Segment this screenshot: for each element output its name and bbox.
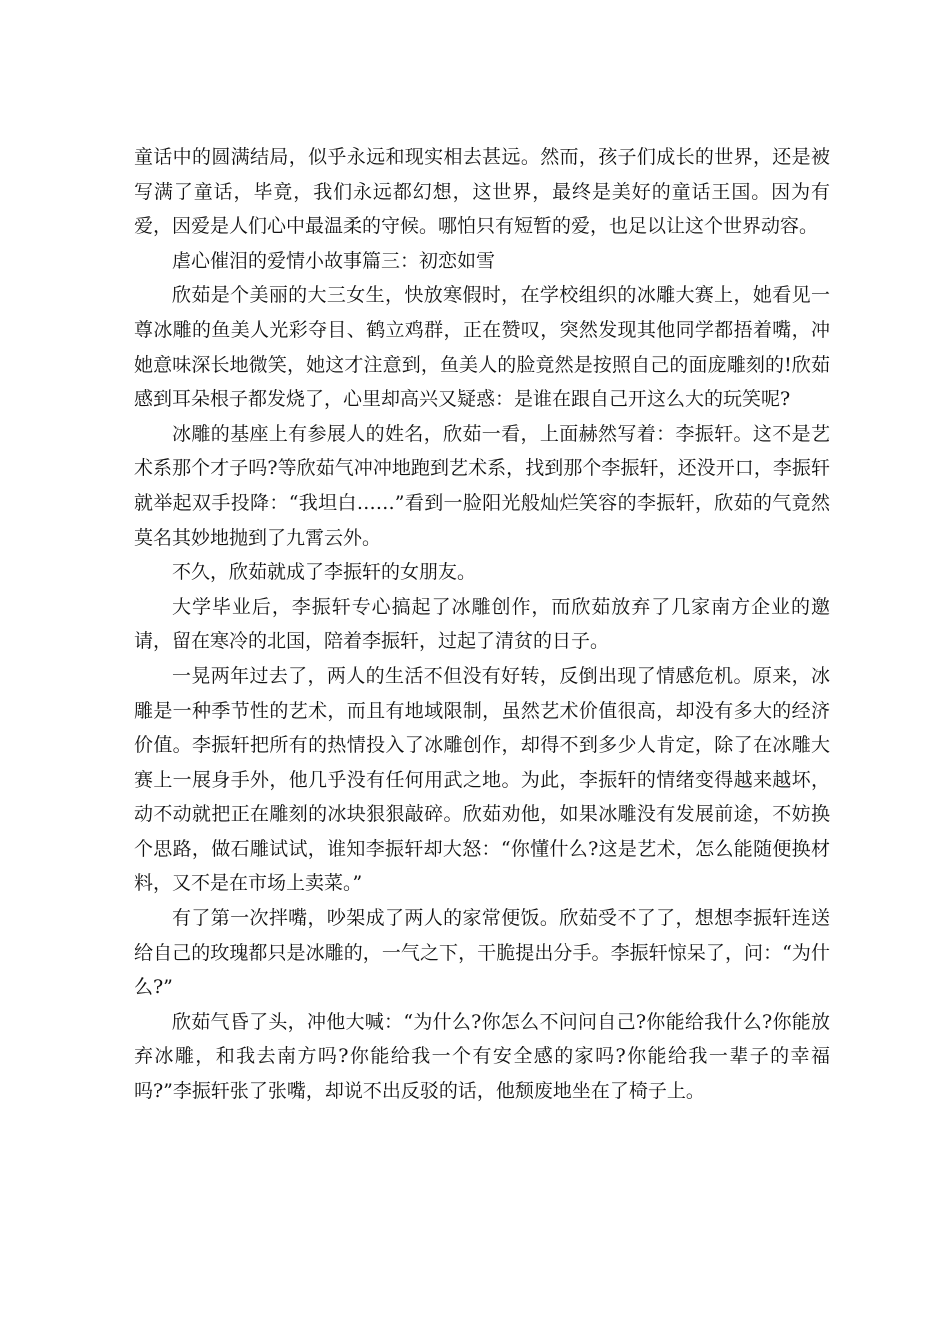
document-body	[134, 140, 830, 1109]
paragraph: 大学毕业后，李振轩专心搞起了冰雕创作，而欣茹放弃了几家南方企业的邀请，留在寒冷的北国，陪着李振轩，过起了清贫的日子。	[134, 595, 830, 653]
section-heading: 虐心催泪的爱情小故事篇三：初恋如雪	[172, 249, 496, 272]
paragraph: 欣茹气昏了头，冲他大喊：“为什么?你怎么不问问自己?你能给我什么?你能放弃冰雕，和我去南方吗?你能给我一个有安全感的家吗?你能给我一辈子的幸福吗?”李振轩张了张嘴，却说不出反驳的话，他颓废地坐在了椅子上。	[134, 1010, 830, 1103]
paragraph: 一晃两年过去了，两人的生活不但没有好转，反倒出现了情感危机。原来，冰雕是一种季节性的艺术，而且有地域限制，虽然艺术价值很高，却没有多大的经济价值。李振轩把所有的热情投入了冰雕创作，却得不到多少人肯定，除了在冰雕大赛上一展身手外，他几乎没有任何用武之地。为此，李振轩的情绪变得越来越坏，动不动就把正在雕刻的冰块狠狠敲碎。欣茹劝他，如果冰雕没有发展前途，不妨换个思路，做石雕试试，谁知李振轩却大怒：“你懂什么?这是艺术，怎么能随便换材料，又不是在市场上卖菜。”	[134, 664, 830, 895]
paragraph: 有了第一次拌嘴，吵架成了两人的家常便饭。欣茹受不了了，想想李振轩连送给自己的玫瑰都只是冰雕的，一气之下，干脆提出分手。李振轩惊呆了，问：“为什么?”	[134, 907, 830, 999]
paragraph: 冰雕的基座上有参展人的姓名，欣茹一看，上面赫然写着：李振轩。这不是艺术系那个才子吗?等欣茹气冲冲地跑到艺术系，找到那个李振轩，还没开口，李振轩就举起双手投降：“我坦白……”看到一脸阳光般灿烂笑容的李振轩，欣茹的气竟然莫名其妙地抛到了九霄云外。	[134, 422, 830, 549]
paragraph: 欣茹是个美丽的大三女生，快放寒假时，在学校组织的冰雕大赛上，她看见一尊冰雕的鱼美人光彩夺目、鹤立鸡群，正在赞叹，突然发现其他同学都捂着嘴，冲她意味深长地微笑，她这才注意到，鱼美人的脸竟然是按照自己的面庞雕刻的!欣茹感到耳朵根子都发烧了，心里却高兴又疑惑：是谁在跟自己开这么大的玩笑呢?	[134, 284, 830, 411]
paragraph: 不久，欣茹就成了李振轩的女朋友。	[172, 561, 477, 584]
paragraph-intro: 童话中的圆满结局，似乎永远和现实相去甚远。然而，孩子们成长的世界，还是被写满了童话，毕竟，我们永远都幻想，这世界，最终是美好的童话王国。因为有爱，因爱是人们心中最温柔的守候。哪怕只有短暂的爱，也足以让这个世界动容。	[134, 146, 830, 238]
